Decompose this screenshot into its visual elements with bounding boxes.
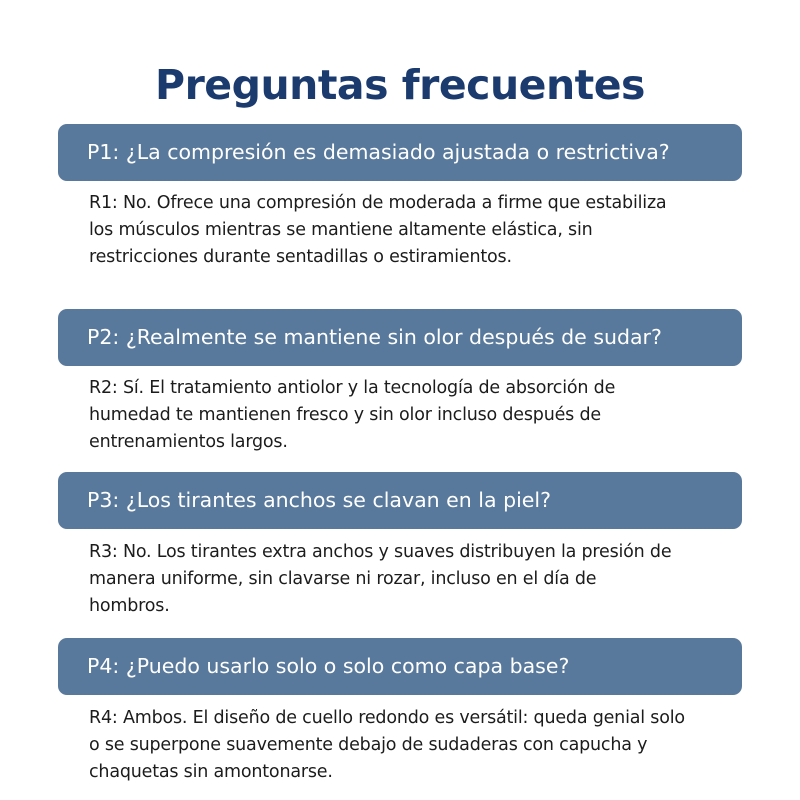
faq-question-1[interactable]: P1: ¿La compresión es demasiado ajustada o restrictiva? — [58, 124, 742, 181]
faq-answer-1-line-1: R1: No. Ofrece una compresión de moderada a firme que estabiliza — [89, 193, 667, 213]
faq-answer-3-line-1: R3: No. Los tirantes extra anchos y suaves distribuyen la presión de — [89, 542, 672, 562]
faq-question-4[interactable]: P4: ¿Puedo usarlo solo o solo como capa base? — [58, 638, 742, 695]
faq-answer-3-line-2: manera uniforme, sin clavarse ni rozar, incluso en el día de — [89, 569, 597, 589]
faq-answer-4-line-3: chaquetas sin amontonarse. — [89, 762, 333, 782]
faq-answer-2-line-3: entrenamientos largos. — [89, 432, 288, 452]
faq-answer-2 — [89, 375, 749, 456]
faq-answer-1-line-2: los músculos mientras se mantiene altamente elástica, sin — [89, 220, 593, 240]
faq-answer-4-line-1: R4: Ambos. El diseño de cuello redondo es versátil: queda genial solo — [89, 708, 685, 728]
faq-question-3[interactable]: P3: ¿Los tirantes anchos se clavan en la piel? — [58, 472, 742, 529]
faq-answer-2-line-1: R2: Sí. El tratamiento antiolor y la tecnología de absorción de — [89, 378, 616, 398]
faq-answer-4 — [89, 705, 749, 786]
faq-answer-2-line-2: humedad te mantienen fresco y sin olor incluso después de — [89, 405, 601, 425]
faq-answer-1 — [89, 190, 749, 271]
faq-question-2[interactable]: P2: ¿Realmente se mantiene sin olor después de sudar? — [58, 309, 742, 366]
faq-answer-1-line-3: restricciones durante sentadillas o estiramientos. — [89, 247, 512, 267]
faq-answer-4-line-2: o se superpone suavemente debajo de sudaderas con capucha y — [89, 735, 648, 755]
faq-answer-3-line-3: hombros. — [89, 596, 170, 616]
faq-answer-3 — [89, 539, 749, 620]
page-title: Preguntas frecuentes — [155, 61, 645, 110]
